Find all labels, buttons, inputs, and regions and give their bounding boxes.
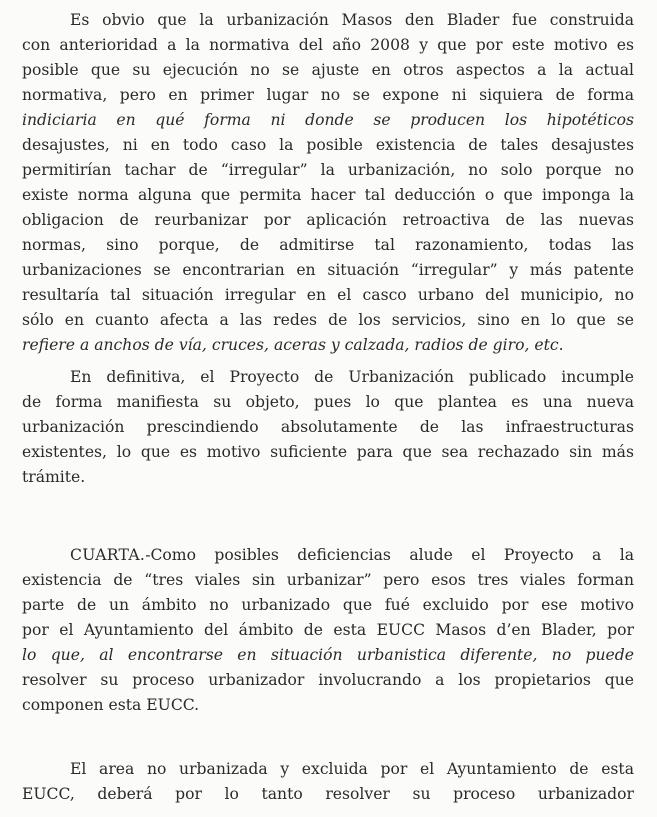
text-line: normas, sino porque, de admitirse tal razonamiento, todas las xyxy=(22,236,634,254)
text-line: lo que, al encontrarse en situación urbanistica diferente, no puede xyxy=(22,646,634,664)
text-line: resolver su proceso urbanizador involucrando a los propietarios que xyxy=(22,671,634,689)
text-line: normativa, pero en primer lugar no se expone ni siquiera de forma xyxy=(22,86,634,104)
text-line: por el Ayuntamiento del ámbito de esta EUCC Masos d’en Blader, por xyxy=(22,621,634,639)
text-line-rest: -Como posibles deficiencias alude el Proyecto a la xyxy=(145,546,634,564)
text-line: refiere a anchos de vía, cruces, aceras y calzada, radios de giro, etc. xyxy=(22,336,564,354)
paragraph-definitiva xyxy=(22,365,634,490)
text-line: componen esta EUCC. xyxy=(22,696,200,714)
section-heading: CUARTA. xyxy=(70,546,146,564)
text-line: El area no urbanizada y excluida por el Ayuntamiento de esta xyxy=(70,760,634,778)
text-line: resultaría tal situación irregular en el casco urbano del municipio, no xyxy=(22,286,634,304)
text-line: con anterioridad a la normativa del año 2008 y que por este motivo es xyxy=(22,36,634,54)
text-line: urbanización prescindiendo absolutamente de las infraestructuras xyxy=(22,418,634,436)
text-line: sólo en cuanto afecta a las redes de los servicios, sino en lo que se xyxy=(22,311,634,329)
text-line: obligacion de reurbanizar por aplicación retroactiva de las nuevas xyxy=(22,211,634,229)
text-line xyxy=(22,543,634,568)
paragraph-area-no-urbanizada xyxy=(22,757,634,807)
text-line: En definitiva, el Proyecto de Urbanización publicado incumple xyxy=(70,368,634,386)
text-line: urbanizaciones se encontrarian en situación “irregular” y más patente xyxy=(22,261,634,279)
text-line: existencia de “tres viales sin urbanizar” pero esos tres viales forman xyxy=(22,571,634,589)
text-line: posible que su ejecución no se ajuste en otros aspectos a la actual xyxy=(22,61,634,79)
text-line: indiciaria en qué forma ni donde se producen los hipotéticos xyxy=(22,111,634,129)
text-line: EUCC, deberá por lo tanto resolver su proceso urbanizador xyxy=(22,785,634,803)
text-line: de forma manifiesta su objeto, pues lo que plantea es una nueva xyxy=(22,393,634,411)
text-line: permitirían tachar de “irregular” la urbanización, no solo porque no xyxy=(22,161,634,179)
paragraph-cuarta xyxy=(22,543,634,718)
text-line: existentes, lo que es motivo suficiente para que sea rechazado sin más xyxy=(22,443,634,461)
text-line: parte de un ámbito no urbanizado que fué excluido por ese motivo xyxy=(22,596,634,614)
text-line: existe norma alguna que permita hacer tal deducción o que imponga la xyxy=(22,186,634,204)
paragraph-urbanization-argument xyxy=(22,8,634,358)
text-line: trámite. xyxy=(22,468,86,486)
text-line: Es obvio que la urbanización Masos den Blader fue construida xyxy=(70,11,634,29)
text-line: desajustes, ni en todo caso la posible existencia de tales desajustes xyxy=(22,136,634,154)
